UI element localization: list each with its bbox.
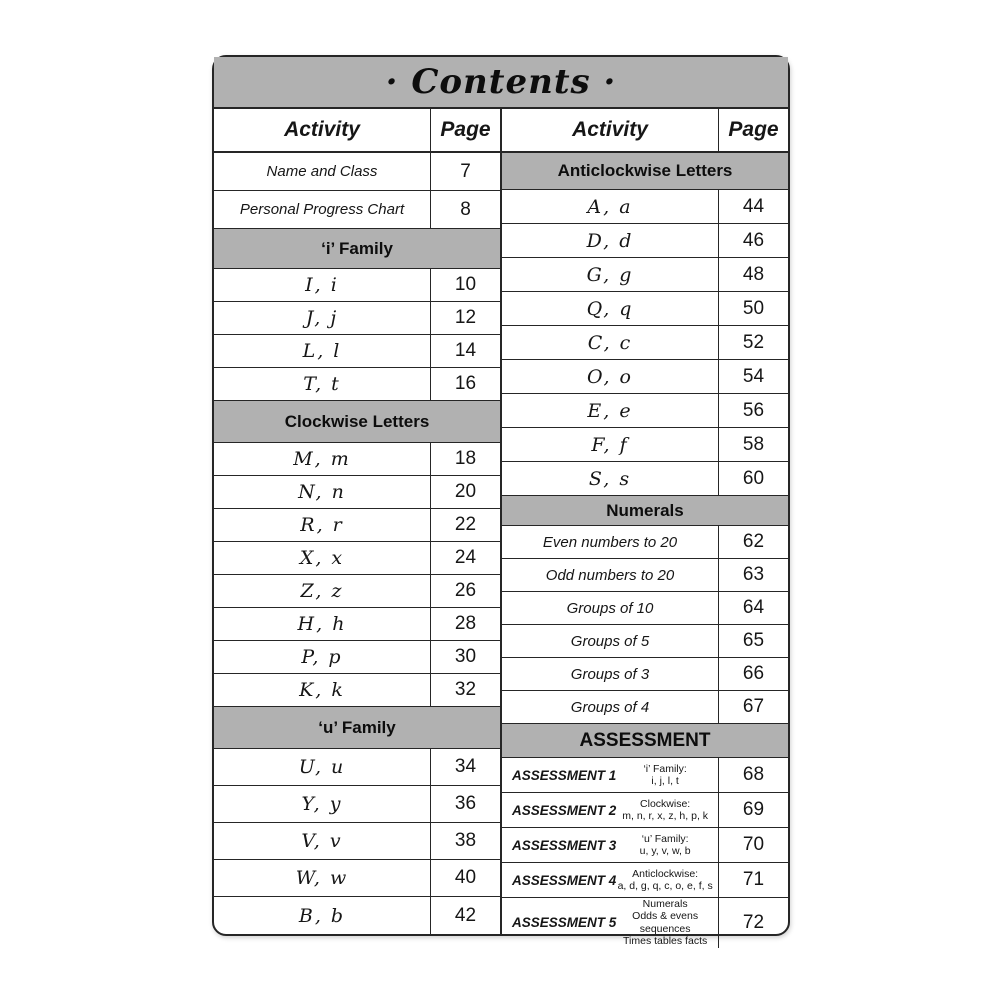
activity-label: V, v — [301, 830, 343, 852]
table-row — [502, 559, 788, 592]
assessment-description — [616, 763, 714, 788]
assessment-label: ASSESSMENT 3 — [512, 837, 617, 853]
page-number: 67 — [742, 696, 765, 717]
desc-line: Odds & evens sequences — [632, 910, 699, 935]
activity-label: Even numbers to 20 — [542, 533, 678, 551]
table-row — [214, 641, 500, 674]
table-row — [214, 749, 500, 786]
desc-line: Anticlockwise: — [632, 867, 699, 880]
activity-label: N, n — [298, 481, 346, 503]
desc-line: Numerals — [642, 898, 688, 910]
section-title: Clockwise Letters — [284, 411, 430, 431]
page-number: 44 — [742, 195, 765, 217]
section-header — [214, 229, 500, 269]
page-number: 20 — [454, 481, 477, 502]
table-row — [502, 625, 788, 658]
table-row — [502, 691, 788, 724]
assessment-description — [616, 798, 714, 823]
page-number: 50 — [742, 297, 765, 319]
table-row — [214, 860, 500, 897]
page-number: 46 — [742, 229, 765, 251]
activity-label: H, h — [297, 613, 347, 635]
desc-line: a, d, g, q, c, o, e, f, s — [617, 880, 713, 892]
activity-label: X, x — [299, 547, 345, 569]
page-number: 72 — [742, 911, 765, 933]
desc-line: Clockwise: — [640, 797, 691, 810]
activity-label: I, i — [305, 274, 339, 296]
desc-line: Times tables facts — [623, 935, 708, 948]
table-row — [502, 592, 788, 625]
left-column — [214, 109, 500, 934]
table-row — [214, 335, 500, 368]
table-row — [502, 360, 788, 394]
activity-label: Groups of 5 — [570, 632, 650, 650]
page-number: 65 — [742, 630, 765, 651]
table-row — [214, 302, 500, 335]
activity-label: T, t — [303, 373, 341, 395]
page-number: 28 — [454, 613, 477, 634]
table-row — [214, 153, 500, 191]
section-title: Numerals — [606, 500, 684, 520]
activity-label: M, m — [293, 448, 351, 470]
table-row — [214, 269, 500, 302]
page-number: 36 — [454, 793, 477, 814]
page-number: 68 — [742, 764, 765, 785]
table-row — [214, 897, 500, 934]
page-number: 40 — [454, 867, 477, 888]
page-number: 71 — [742, 869, 765, 890]
table-row — [502, 863, 788, 898]
table-row — [214, 368, 500, 401]
assessment-label: ASSESSMENT 1 — [512, 767, 617, 783]
table-row — [214, 476, 500, 509]
assessment-description — [616, 833, 714, 858]
activity-label: S, s — [588, 467, 632, 490]
activity-label: J, j — [305, 307, 339, 329]
page-number: 69 — [742, 799, 765, 820]
section-header — [214, 707, 500, 749]
activity-label: A, a — [587, 195, 633, 218]
page-number: 70 — [742, 834, 765, 855]
page-title: · Contents · — [385, 62, 617, 102]
activity-label: Groups of 3 — [570, 665, 650, 683]
desc-line: ‘u’ Family: — [641, 832, 689, 845]
assessment-label: ASSESSMENT 4 — [512, 872, 617, 888]
section-title: Anticlockwise Letters — [557, 161, 733, 180]
page-number: 14 — [454, 340, 477, 361]
section-title: ‘u’ Family — [318, 717, 396, 737]
page-number: 48 — [742, 263, 765, 285]
section-title: ASSESSMENT — [579, 729, 711, 751]
activity-label: W, w — [295, 867, 349, 889]
table-row — [502, 292, 788, 326]
page-number: 63 — [742, 564, 765, 585]
table-row — [214, 191, 500, 229]
table-row — [214, 674, 500, 707]
page-number: 8 — [460, 198, 471, 220]
table-row — [214, 443, 500, 476]
page-number: 60 — [742, 467, 765, 489]
page-number: 52 — [742, 331, 765, 353]
activity-label: F, f — [591, 433, 629, 456]
table-row — [502, 258, 788, 292]
desc-line: u, y, v, w, b — [639, 845, 691, 857]
table-row — [214, 509, 500, 542]
activity-label: Odd numbers to 20 — [545, 566, 675, 584]
page-number: 32 — [454, 679, 477, 700]
table-row — [502, 526, 788, 559]
table-row — [502, 758, 788, 793]
page-number: 10 — [454, 274, 477, 295]
table-row — [502, 462, 788, 496]
title-bar — [214, 57, 788, 109]
table-row — [502, 428, 788, 462]
section-header — [502, 496, 788, 526]
activity-label: Name and Class — [266, 163, 378, 180]
activity-label: G, g — [586, 263, 634, 286]
table-row — [502, 224, 788, 258]
table-row — [502, 828, 788, 863]
page-number: 66 — [742, 663, 765, 684]
activity-label: L, l — [302, 340, 342, 362]
activity-label: Y, y — [301, 793, 343, 815]
page-header: Page — [430, 109, 500, 151]
activity-label: R, r — [300, 514, 344, 536]
section-header — [214, 401, 500, 443]
activity-label: P, p — [301, 646, 343, 668]
section-header — [502, 724, 788, 758]
desc-line: m, n, r, x, z, h, p, k — [622, 810, 709, 822]
table-row — [502, 793, 788, 828]
table-row — [214, 823, 500, 860]
page-number: 38 — [454, 830, 477, 851]
activity-label: C, c — [587, 331, 633, 354]
contents-card — [212, 55, 790, 948]
activity-label: B, b — [298, 904, 346, 927]
desc-line: i, j, l, t — [651, 775, 679, 787]
page-number: 26 — [454, 580, 477, 601]
activity-label: Z, z — [300, 580, 344, 602]
page-number: 12 — [454, 307, 477, 328]
table-row — [502, 326, 788, 360]
page-number: 42 — [454, 904, 477, 926]
page-number: 7 — [460, 160, 471, 182]
table-row — [214, 575, 500, 608]
table-row — [214, 786, 500, 823]
activity-header: Activity — [572, 118, 648, 141]
assessment-description — [616, 868, 714, 893]
activity-label: O, o — [587, 365, 633, 388]
page-number: 18 — [454, 448, 477, 469]
page-number: 16 — [454, 373, 477, 394]
table-row — [502, 658, 788, 691]
table-row — [502, 394, 788, 428]
left-column-header — [214, 109, 500, 153]
right-column-header — [502, 109, 788, 153]
table-row — [214, 542, 500, 575]
section-header — [502, 153, 788, 190]
page-number: 22 — [454, 514, 477, 535]
activity-label: E, e — [587, 399, 633, 422]
table-row — [502, 190, 788, 224]
activity-header: Activity — [284, 118, 360, 141]
assessment-description — [616, 898, 714, 948]
page-number: 30 — [454, 646, 477, 667]
page-header: Page — [718, 109, 788, 151]
page-number: 62 — [742, 531, 765, 552]
activity-label: K, k — [299, 679, 345, 701]
assessment-label: ASSESSMENT 5 — [512, 915, 617, 931]
activity-label: Q, q — [586, 297, 634, 320]
page-number: 56 — [742, 399, 765, 421]
page-number: 54 — [742, 365, 765, 387]
page-number: 58 — [742, 433, 765, 455]
table-row — [502, 898, 788, 948]
page-number: 24 — [454, 547, 477, 568]
page-number: 34 — [454, 756, 477, 777]
page-number: 64 — [742, 597, 765, 618]
activity-label: Personal Progress Chart — [239, 201, 405, 218]
table-row — [214, 608, 500, 641]
section-title: ‘i’ Family — [321, 238, 393, 258]
activity-label: Groups of 10 — [566, 599, 654, 617]
activity-label: Groups of 4 — [570, 698, 650, 716]
activity-label: D, d — [586, 229, 634, 252]
assessment-label: ASSESSMENT 2 — [512, 802, 617, 818]
contents-table — [214, 109, 788, 948]
desc-line: ‘i’ Family: — [643, 762, 687, 775]
activity-label: U, u — [298, 756, 346, 778]
right-column — [500, 109, 788, 948]
